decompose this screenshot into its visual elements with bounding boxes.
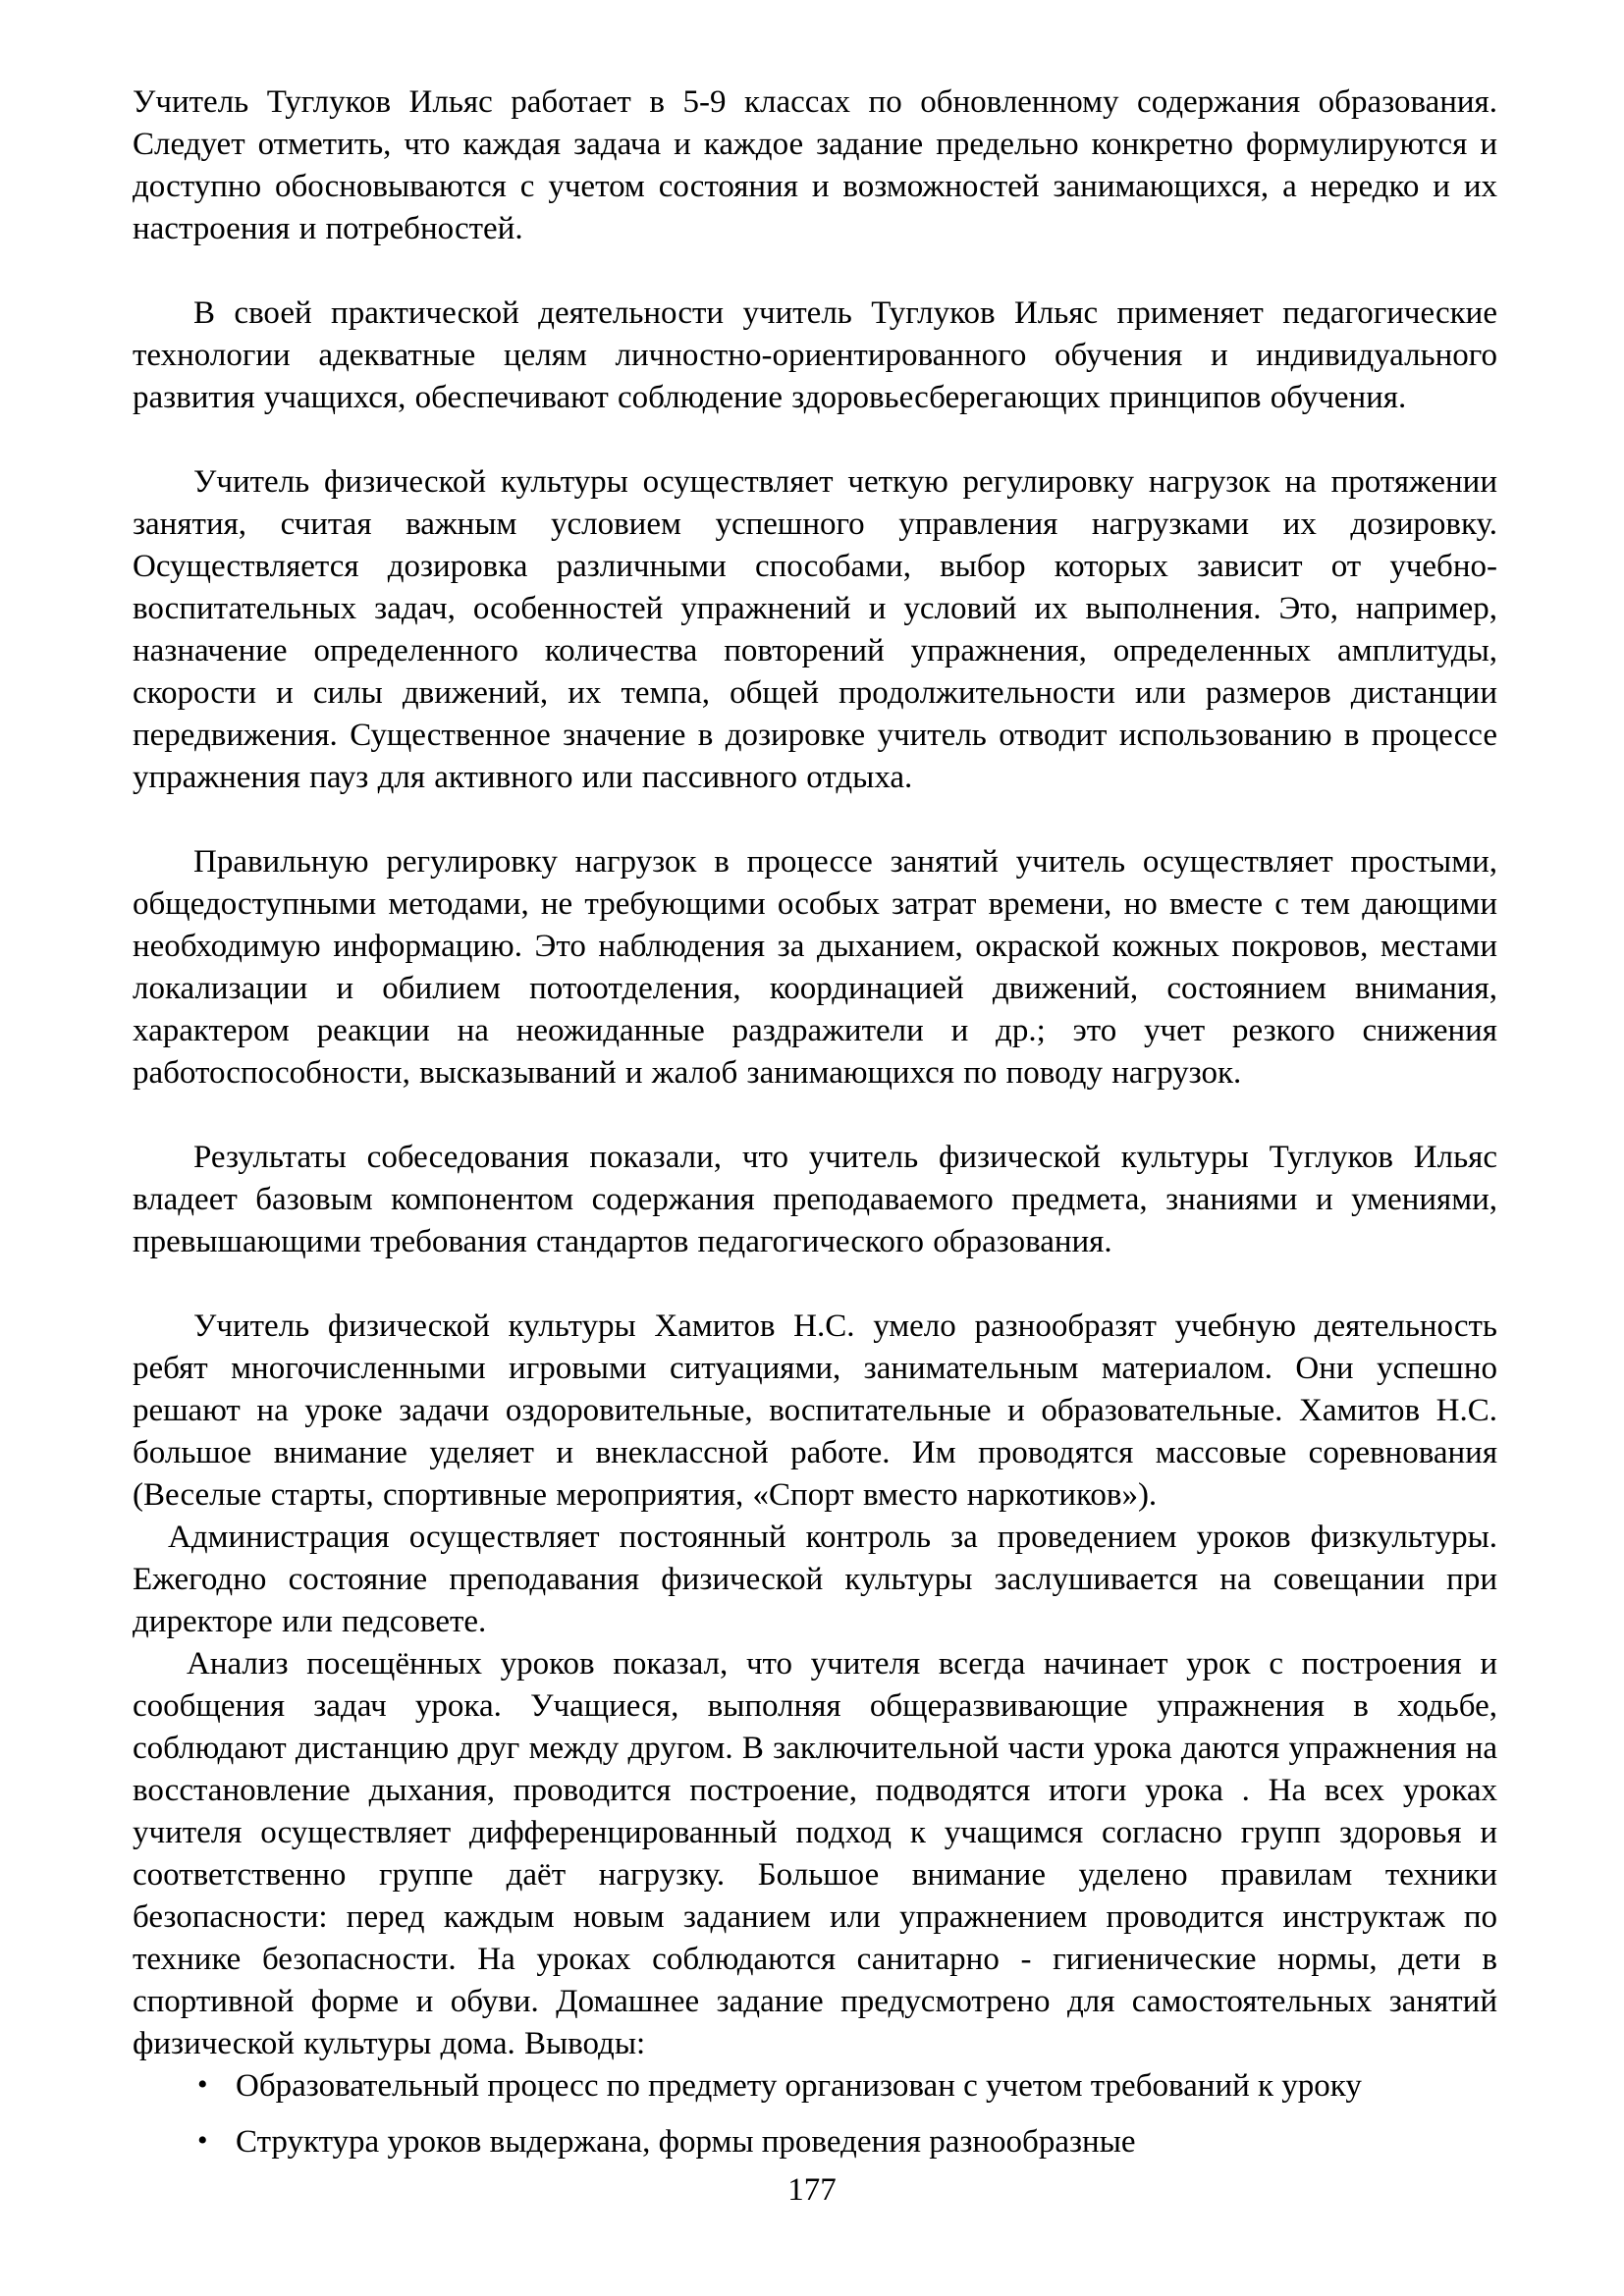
bullet-icon: •: [197, 2124, 208, 2157]
list-item-text: Образовательный процесс по предмету организован с учетом требований к уроку: [236, 2068, 1362, 2104]
page-number: 177: [787, 2172, 837, 2208]
paragraph-monitoring-methods: Правильную регулировку нагрузок в процессе занятий учитель осуществляет простыми, общедоступными методами, не требующими особых затрат времени, но вместе с тем дающими необходимую информацию. Это наблюдения за дыханием, окраской кожных покровов, местами локализации и обилием потоотделения, координацией движений, состоянием внимания, характером реакции на неожиданные раздражители и др.; это учет резкого снижения работоспособности, высказываний и жалоб занимающихся по поводу нагрузок.: [133, 844, 1497, 1091]
paragraph-interview-results: Результаты собеседования показали, что учитель физической культуры Туглуков Ильяс владеет базовым компонентом содержания преподаваемого предмета, знаниями и умениями, превышающими требования стандартов педагогического образования.: [133, 1140, 1497, 1259]
paragraph-khamitov: Учитель физической культуры Хамитов Н.С. умело разнообразят учебную деятельность ребят многочисленными игровыми ситуациями, занимательным материалом. Они успешно решают на уроке задачи оздоровительные, воспитательные и образовательные. Хамитов Н.С. большое внимание уделяет и внеклассной работе. Им проводятся массовые соревнования (Веселые старты, спортивные мероприятия, «Спорт вместо наркотиков»).: [133, 1308, 1497, 1513]
paragraph-load-regulation: Учитель физической культуры осуществляет четкую регулировку нагрузок на протяжении занятия, считая важным условием успешного управления нагрузками их дозировку. Осуществляется дозировка различными способами, выбор которых зависит от учебно-воспитательных задач, особенностей упражнений и условий их выполнения. Это, например, назначение определенного количества повторений упражнения, определенных амплитуды, скорости и силы движений, их темпа, общей продолжительности или размеров дистанции передвижения. Существенное значение в дозировке учитель отводит использованию в процессе упражнения пауз для активного или пассивного отдыха.: [133, 464, 1497, 795]
paragraph-administration: Администрация осуществляет постоянный контроль за проведением уроков физкультуры. Ежегодно состояние преподавания физической культуры заслушивается на совещании при директоре или педсовете.: [133, 1520, 1497, 1639]
paragraph-lesson-analysis: Анализ посещённых уроков показал, что учителя всегда начинает урок с построения и сообщения задач урока. Учащиеся, выполняя общеразвивающие упражнения в ходьбе, соблюдают дистанцию друг между другом. В заключительной части урока даются упражнения на восстановление дыхания, проводится построение, подводятся итоги урока . На всех уроках учителя осуществляет дифференцированный подход к учащимся согласно групп здоровья и соответственно группе даёт нагрузку. Большое внимание уделено правилам техники безопасности: перед каждым новым заданием или упражнением проводится инструктаж по технике безопасности. На уроках соблюдаются санитарно - гигиенические нормы, дети в спортивной форме и обуви. Домашнее задание предусмотрено для самостоятельных занятий физической культуры дома. Выводы:: [133, 1646, 1497, 2061]
document-content: [133, 81, 1497, 2163]
conclusions-list: [133, 2065, 1497, 2163]
paragraph-intro: Учитель Туглуков Ильяс работает в 5-9 классах по обновленному содержания образования. Следует отметить, что каждая задача и каждое задание предельно конкретно формулируются и доступно обосновываются с учетом состояния и возможностей занимающихся, а нередко и их настроения и потребностей.: [133, 84, 1497, 246]
list-item-text: Структура уроков выдержана, формы проведения разнообразные: [236, 2124, 1136, 2160]
bullet-icon: •: [197, 2068, 208, 2101]
list-item: [133, 2065, 1497, 2108]
paragraph-practice: В своей практической деятельности учитель Туглуков Ильяс применяет педагогические технологии адекватные целям личностно-ориентированного обучения и индивидуального развития учащихся, обеспечивают соблюдение здоровьесберегающих принципов обучения.: [133, 295, 1497, 415]
list-item: [133, 2121, 1497, 2163]
